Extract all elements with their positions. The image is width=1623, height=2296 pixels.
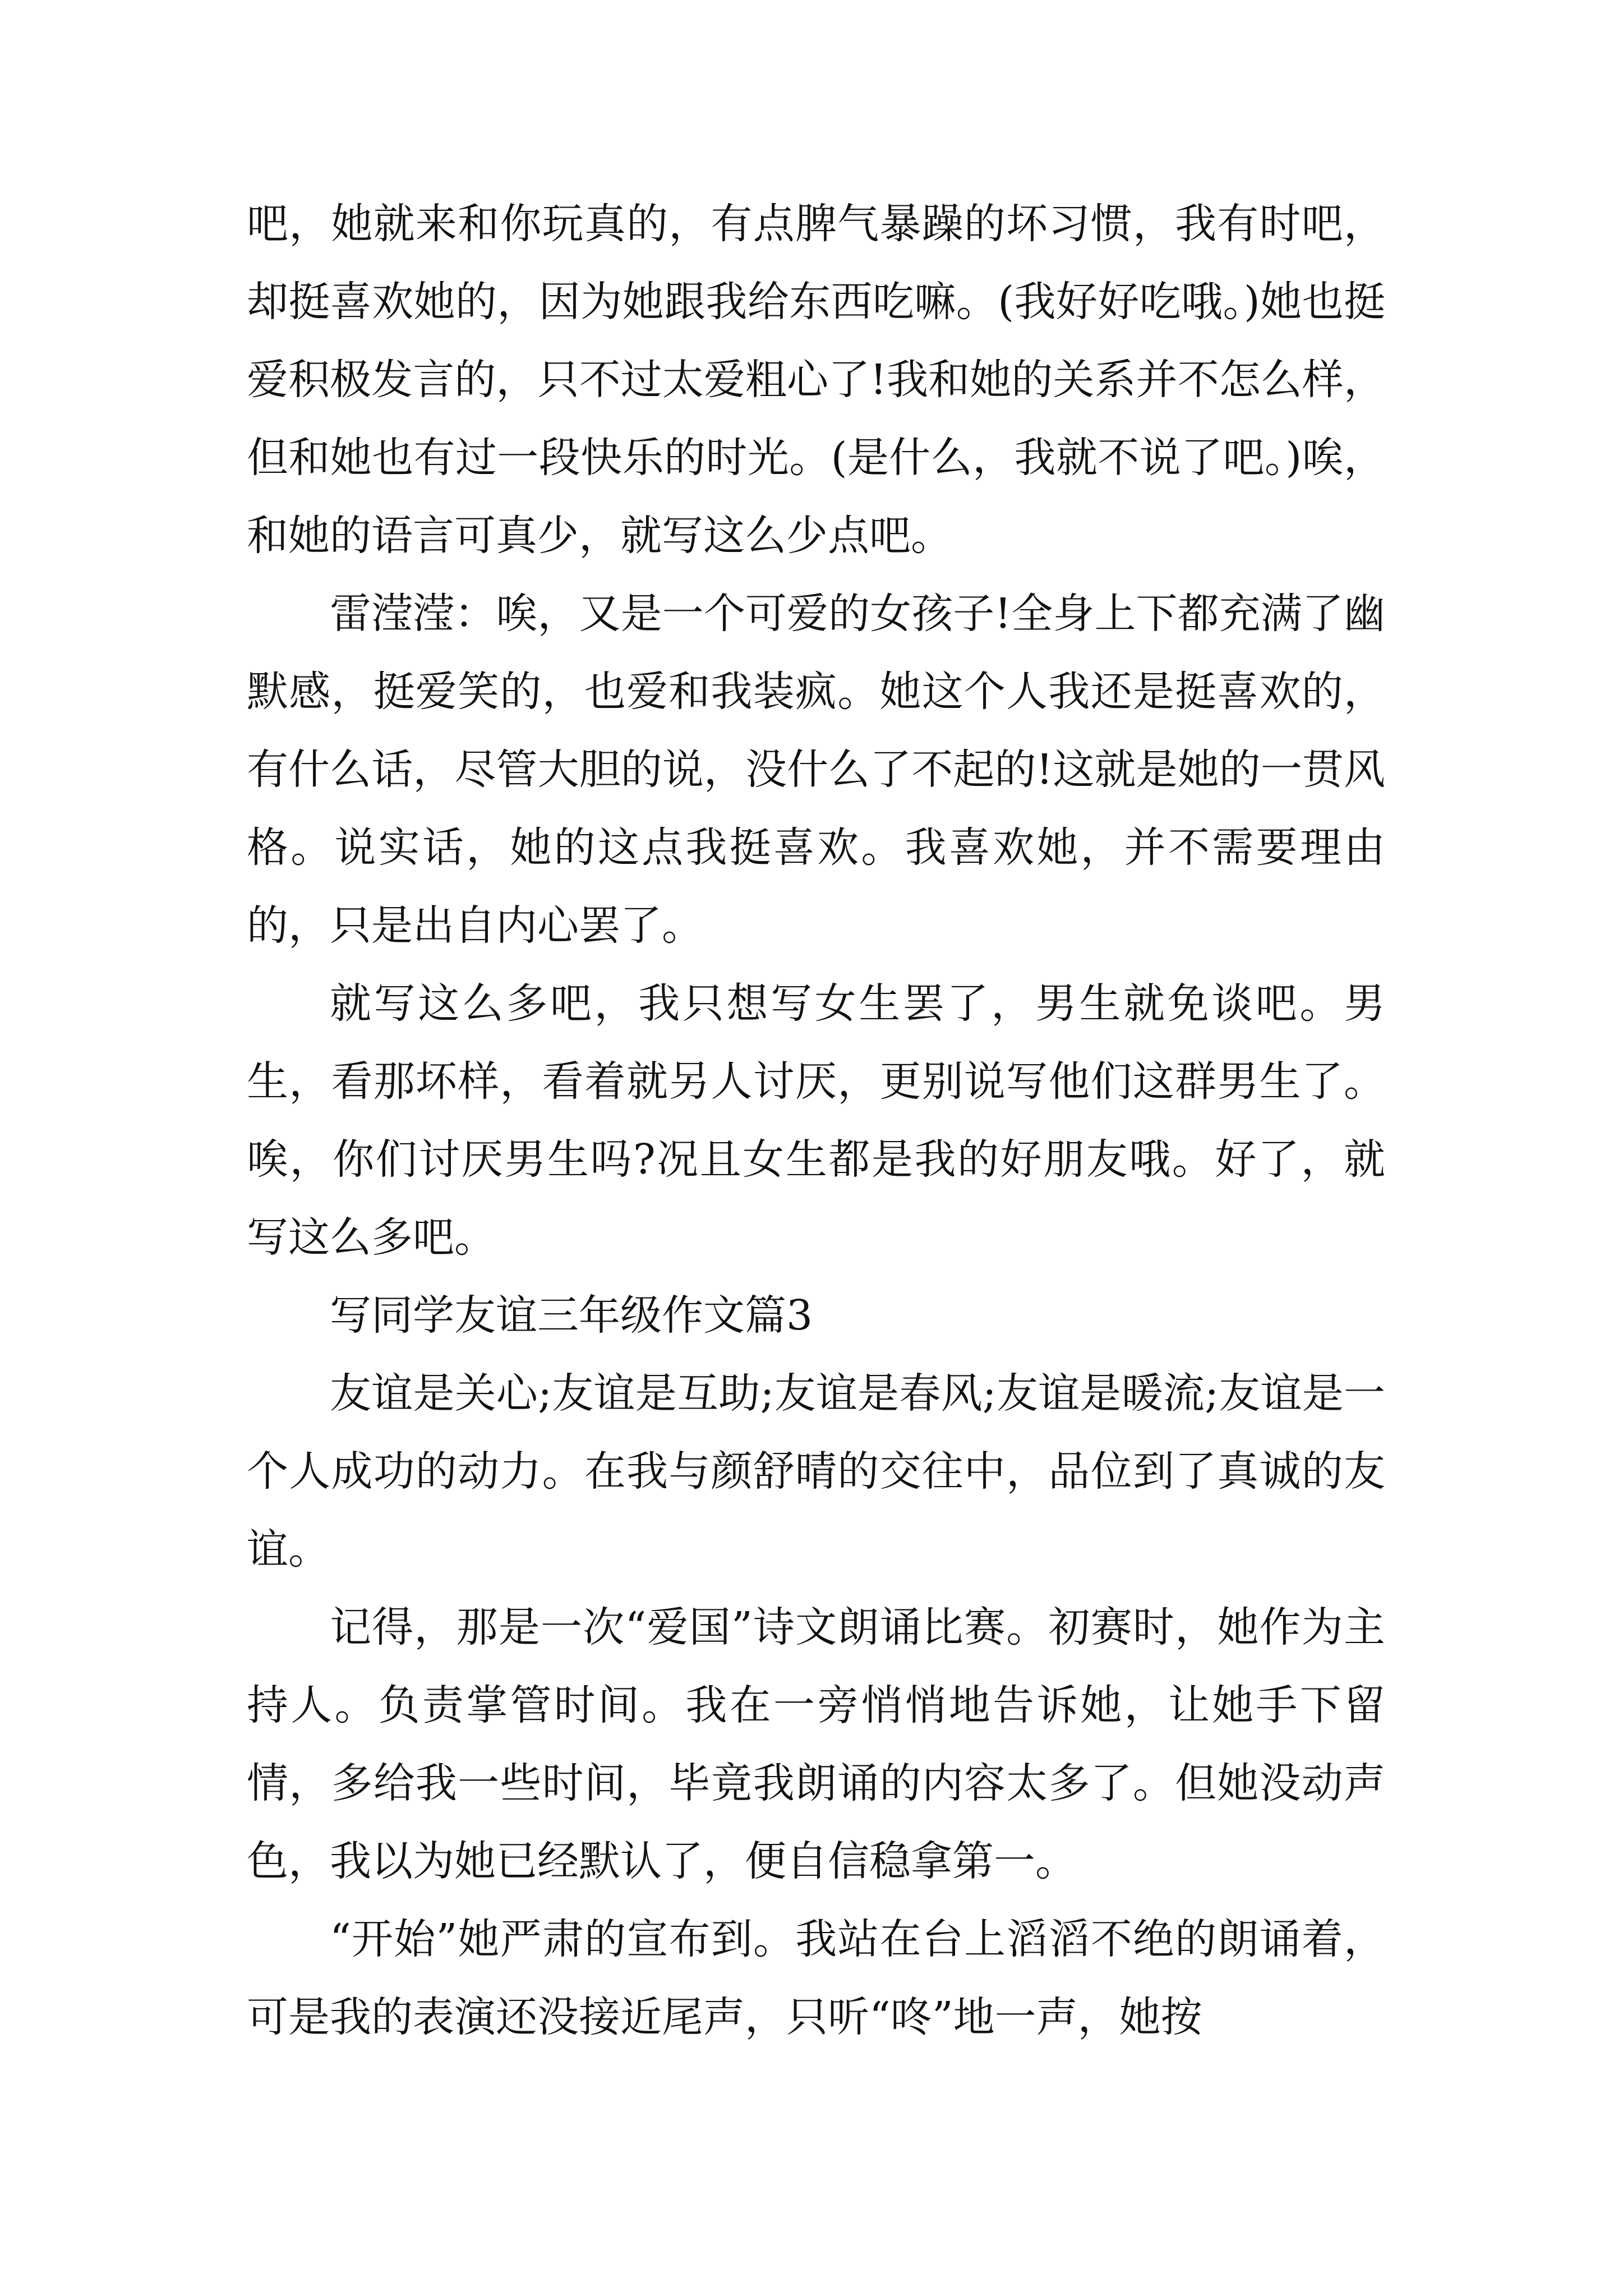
paragraph-6: “开始”她严肃的宣布到。我站在台上滔滔不绝的朗诵着，可是我的表演还没接近尾声，只听“咚”地一声，她按 — [247, 1915, 1385, 2041]
paragraph-4: 友谊是关心;友谊是互助;友谊是春风;友谊是暖流;友谊是一个人成功的动力。在我与颜舒晴的交往中，品位到了真诚的友谊。 — [247, 1369, 1385, 1573]
paragraph-5: 记得，那是一次“爱国”诗文朗诵比赛。初赛时，她作为主持人。负责掌管时间。我在一旁悄悄地告诉她，让她手下留情，多给我一些时间，毕竟我朗诵的内容太多了。但她没动声色，我以为她已经默认了，便自信稳拿第一。 — [247, 1603, 1385, 1885]
paragraph-1: 吧，她就来和你玩真的，有点脾气暴躁的坏习惯，我有时吧，却挺喜欢她的，因为她跟我给东西吃嘛。(我好好吃哦。)她也挺爱积极发言的，只不过太爱粗心了!我和她的关系并不怎么样，但和她也有过一段快乐的时光。(是什么，我就不说了吧。)唉，和她的语言可真少，就写这么少点吧。 — [247, 200, 1385, 560]
section-heading: 写同学友谊三年级作文篇3 — [330, 1291, 813, 1340]
paragraph-3: 就写这么多吧，我只想写女生罢了，男生就免谈吧。男生，看那坏样，看着就另人讨厌，更别说写他们这群男生了。唉，你们讨厌男生吗?况且女生都是我的好朋友哦。好了，就写这么多吧。 — [247, 979, 1385, 1262]
document-page — [247, 185, 1385, 2056]
paragraph-2: 雷滢滢：唉，又是一个可爱的女孩子!全身上下都充满了幽默感，挺爱笑的，也爱和我装疯。她这个人我还是挺喜欢的，有什么话，尽管大胆的说，没什么了不起的!这就是她的一贯风格。说实话，她的这点我挺喜欢。我喜欢她，并不需要理由的，只是出自内心罢了。 — [247, 590, 1385, 950]
